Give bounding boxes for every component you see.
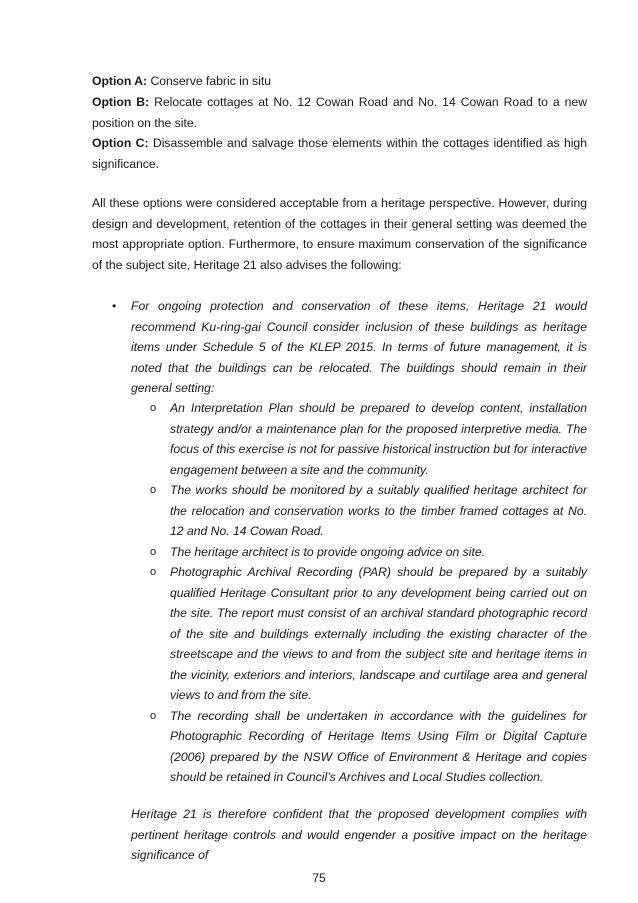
sub-item-marker: o [150, 545, 157, 558]
bullet-marker: • [112, 299, 117, 313]
bullet-text: For ongoing protection and conservation of these items, Heritage 21 would recommend Ku-ring-gai Council consider inclusion of these buildings as heritage items under Schedule 5 of the KLEP 2015. In terms of future management, it is noted that the buildings can be relocated. The buildings should remain in their general setting: [131, 299, 587, 395]
option-a [92, 71, 587, 92]
option-a-text: Conserve fabric in situ [147, 74, 272, 88]
sub-item-marker: o [150, 484, 157, 496]
sub-item [150, 542, 587, 563]
option-b-label: Option B: [92, 95, 150, 109]
sub-item-text: The recording shall be undertaken in accordance with the guidelines for Photographic Recording of Heritage Items Using Film or Digital Capture (2006) prepared by the NSW Office of Environment & Heritage and copies should be retained in Council’s Archives and Local Studies collection. [170, 708, 587, 784]
sub-item [150, 398, 587, 480]
sub-list [150, 398, 587, 788]
option-a-label: Option A: [92, 74, 148, 88]
option-c [92, 133, 587, 174]
page-number: 75 [312, 871, 326, 885]
sub-item-marker: o [150, 402, 157, 414]
sub-item [150, 562, 587, 706]
sub-item-marker: o [150, 709, 157, 722]
intro-paragraph: All these options were considered acceptable from a heritage perspective. However, during design and development, retention of the cottages in their general setting was deemed the most appropriate option. Furthermore, to ensure maximum conservation of the significance of the subject site, Heritage 21 also advises the following: [92, 196, 587, 272]
option-c-text: Disassemble and salvage those elements within the cottages identified as high significance. [92, 136, 587, 171]
option-b [92, 92, 587, 133]
option-c-label: Option C: [92, 136, 149, 150]
sub-item-text: An Interpretation Plan should be prepared to develop content, installation strategy and/or a maintenance plan for the proposed interpretive media. The focus of this exercise is not for passive historical instruction but for interactive engagement between a site and the community. [170, 401, 587, 477]
sub-item-marker: o [150, 566, 157, 578]
closing-paragraph: Heritage 21 is therefore confident that the proposed development complies with pertinent heritage controls and would engender a positive impact on the heritage significance of [131, 807, 587, 862]
sub-item [150, 706, 587, 788]
bullet-item [112, 296, 587, 399]
sub-item-text: Photographic Archival Recording (PAR) should be prepared by a suitably qualified Heritage Consultant prior to any development being carried out on the site. The report must consist of an archival standard photographic record of the site and buildings externally including the existing character of the streetscape and the views to and from the subject site and heritage items in the vicinity, exteriors and interiors, landscape and curtilage area and general views to and from the site. [170, 565, 587, 702]
sub-item-text: The works should be monitored by a suitably qualified heritage architect for the relocation and conservation works to the timber framed cottages at No. 12 and No. 14 Cowan Road. [170, 483, 587, 538]
sub-item [150, 480, 587, 542]
sub-item-text: The heritage architect is to provide ongoing advice on site. [170, 544, 486, 559]
option-b-text: Relocate cottages at No. 12 Cowan Road and No. 14 Cowan Road to a new position on the site. [92, 95, 587, 130]
